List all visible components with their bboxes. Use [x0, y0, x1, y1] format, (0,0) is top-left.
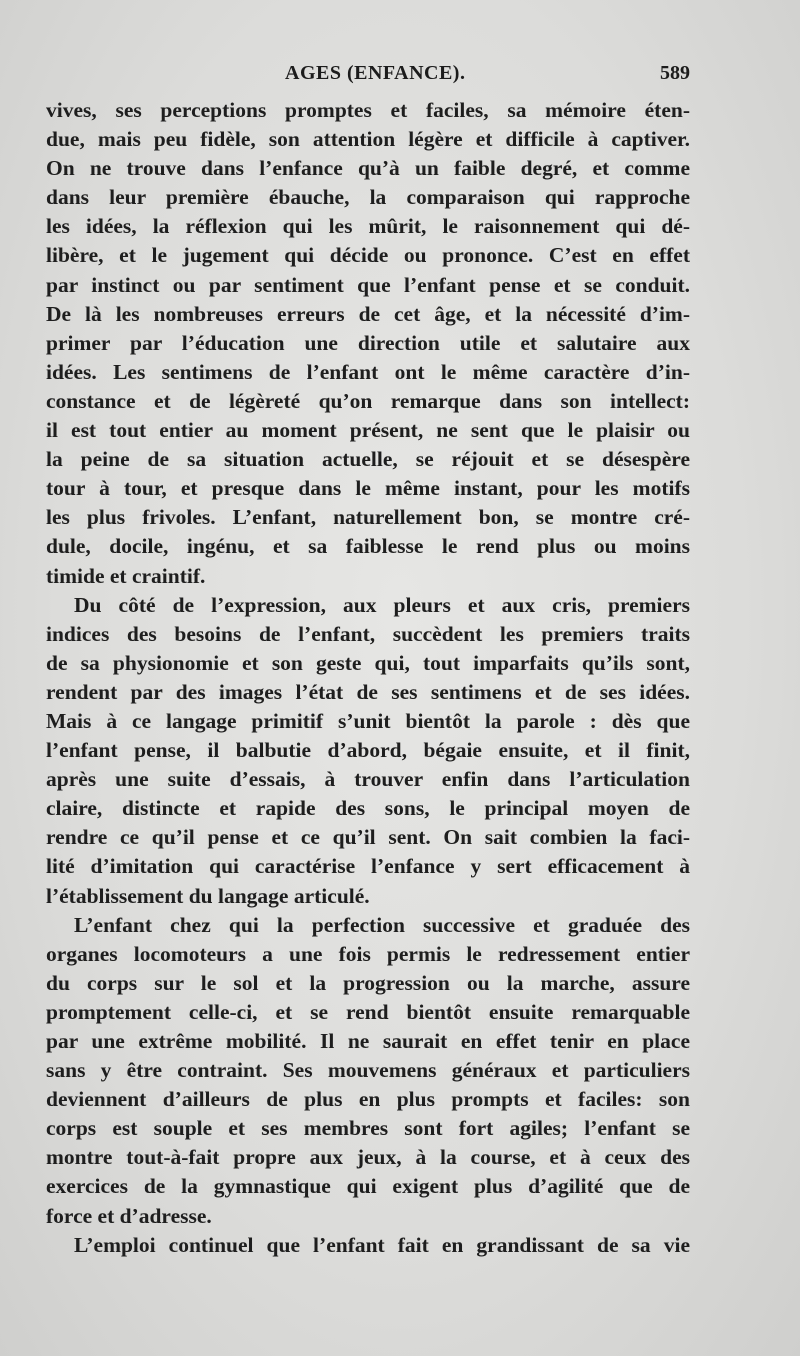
text-line: promptement celle-ci, et se rend bientôt ensuite remarquable	[46, 999, 690, 1024]
paragraph	[46, 911, 690, 1231]
text-line: du corps sur le sol et la progression ou la marche, assure	[46, 970, 690, 995]
text-line: indices des besoins de l’enfant, succèdent les premiers traits	[46, 621, 690, 646]
text-line: Mais à ce langage primitif s’unit bientôt la parole : dès que	[46, 708, 690, 733]
text-line: les plus frivoles. L’enfant, naturellement bon, se montre cré-	[46, 505, 690, 530]
paragraph-container	[46, 96, 690, 1260]
text-line: la peine de sa situation actuelle, se réjouit et se désespère	[46, 447, 690, 472]
text-line: force et d’adresse.	[46, 1203, 212, 1228]
text-line: l’enfant pense, il balbutie d’abord, bégaie ensuite, et il finit,	[46, 738, 690, 763]
text-line: rendre ce qu’il pense et ce qu’il sent. On sait combien la faci-	[46, 825, 690, 850]
text-line: de sa physionomie et son geste qui, tout imparfaits qu’ils sont,	[46, 650, 690, 675]
text-line: organes locomoteurs a une fois permis le redressement entier	[46, 941, 690, 966]
text-line: tour à tour, et presque dans le même instant, pour les motifs	[46, 476, 690, 501]
text-line: vives, ses perceptions promptes et faciles, sa mémoire éten-	[46, 98, 690, 122]
text-line: idées. Les sentimens de l’enfant ont le même caractère d’in-	[46, 359, 690, 384]
text-line: exercices de la gymnastique qui exigent plus d’agilité que de	[46, 1174, 690, 1199]
page-number: 589	[660, 62, 690, 84]
text-line: l’établissement du langage articulé.	[46, 883, 370, 908]
text-line: due, mais peu fidèle, son attention légère et difficile à captiver.	[46, 127, 690, 152]
text-line: par une extrême mobilité. Il ne saurait en effet tenir en place	[46, 1029, 690, 1053]
page-header	[46, 60, 690, 90]
text-line: deviennent d’ailleurs de plus en plus prompts et faciles: son	[46, 1087, 690, 1112]
text-line: après une suite d’essais, à trouver enfin dans l’articulation	[46, 767, 690, 792]
text-line: par instinct ou par sentiment que l’enfant pense et se conduit.	[46, 272, 690, 297]
body-text	[46, 96, 690, 1260]
text-line: L’emploi continuel que l’enfant fait en grandissant de sa vie	[74, 1232, 690, 1257]
text-line: dans leur première ébauche, la comparaison qui rapproche	[46, 185, 690, 210]
paragraph	[46, 1231, 690, 1260]
text-line: On ne trouve dans l’enfance qu’à un faible degré, et comme	[46, 156, 690, 181]
text-line: primer par l’éducation une direction utile et salutaire aux	[46, 330, 690, 355]
running-head: AGES (ENFANCE).	[285, 62, 466, 84]
text-line: dule, docile, ingénu, et sa faiblesse le rend plus ou moins	[46, 534, 690, 559]
text-line: claire, distincte et rapide des sons, le principal moyen de	[46, 796, 690, 821]
text-line: L’enfant chez qui la perfection successive et graduée des	[74, 912, 690, 937]
text-line: Du côté de l’expression, aux pleurs et aux cris, premiers	[74, 592, 690, 617]
text-line: il est tout entier au moment présent, ne sent que le plaisir ou	[46, 418, 690, 443]
paragraph	[46, 591, 690, 911]
text-line: libère, et le jugement qui décide ou prononce. C’est en effet	[46, 243, 690, 268]
text-line: De là les nombreuses erreurs de cet âge, et la nécessité d’im-	[46, 301, 690, 326]
text-line: lité d’imitation qui caractérise l’enfance y sert efficacement à	[46, 854, 690, 879]
text-line: les idées, la réflexion qui les mûrit, le raisonnement qui dé-	[46, 214, 690, 239]
text-line: sans y être contraint. Ses mouvemens généraux et particuliers	[46, 1058, 690, 1083]
text-line: montre tout-à-fait propre aux jeux, à la course, et à ceux des	[46, 1145, 690, 1170]
text-line: constance et de légèreté qu’on remarque dans son intellect:	[46, 388, 690, 413]
text-line: rendent par des images l’état de ses sentimens et de ses idées.	[46, 679, 690, 704]
text-line: corps est souple et ses membres sont fort agiles; l’enfant se	[46, 1116, 690, 1141]
text-line: timide et craintif.	[46, 563, 206, 588]
paragraph	[46, 96, 690, 591]
